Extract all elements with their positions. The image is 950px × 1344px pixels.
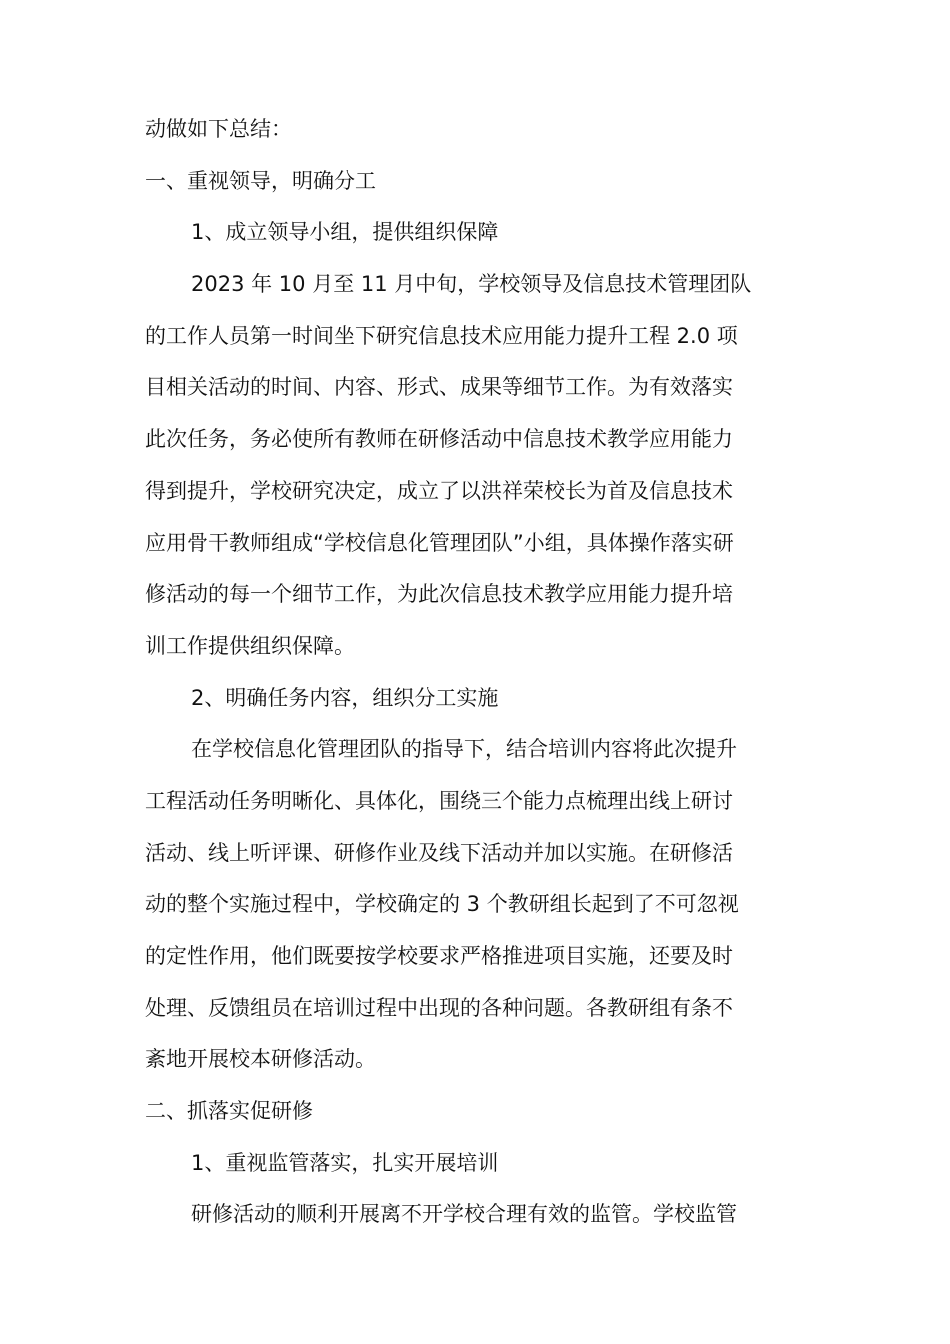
paragraph-line: 得到提升，学校研究决定，成立了以洪祥荣校长为首及信息技术 [145,478,733,503]
section-heading-2: 二、抓落实促研修 [145,1099,313,1124]
paragraph-line: 目相关活动的时间、内容、形式、成果等细节工作。为有效落实 [145,375,733,400]
paragraph-line: 处理、反馈组员在培训过程中出现的各种问题。各教研组有条不 [145,995,733,1020]
document-body [145,104,807,1241]
paragraph-line: 研修活动的顺利开展离不开学校合理有效的监管。学校监管 [191,1202,737,1227]
paragraph-line: 紊地开展校本研修活动。 [145,1047,376,1072]
paragraph-line: 在学校信息化管理团队的指导下，结合培训内容将此次提升 [191,737,737,762]
paragraph-line: 动的整个实施过程中，学校确定的 3 个教研组长起到了不可忽视 [145,892,739,917]
paragraph-line: 工程活动任务明晰化、具体化，围绕三个能力点梳理出线上研讨 [145,788,733,813]
subsection-heading-1-2: 2、明确任务内容，组织分工实施 [191,685,499,710]
paragraph-line: 训工作提供组织保障。 [145,633,355,658]
paragraph-line: 此次任务，务必使所有教师在研修活动中信息技术教学应用能力 [145,427,733,452]
paragraph-line: 的工作人员第一时间坐下研究信息技术应用能力提升工程 2.0 项 [145,323,738,348]
section-heading-1: 一、重视领导，明确分工 [145,168,376,193]
paragraph-continuation: 动做如下总结： [145,117,292,141]
paragraph-line: 修活动的每一个细节工作，为此次信息技术教学应用能力提升培 [145,582,733,607]
subsection-heading-1-1: 1、成立领导小组，提供组织保障 [191,220,499,245]
paragraph-line: 活动、线上听评课、研修作业及线下活动并加以实施。在研修活 [145,840,733,865]
paragraph-line: 的定性作用，他们既要按学校要求严格推进项目实施，还要及时 [145,944,733,968]
paragraph-line: 2023 年 10 月至 11 月中旬，学校领导及信息技术管理团队 [191,272,752,297]
subsection-heading-2-1: 1、重视监管落实，扎实开展培训 [191,1150,499,1175]
paragraph-line: 应用骨干教师组成“学校信息化管理团队”小组，具体操作落实研 [145,530,734,555]
